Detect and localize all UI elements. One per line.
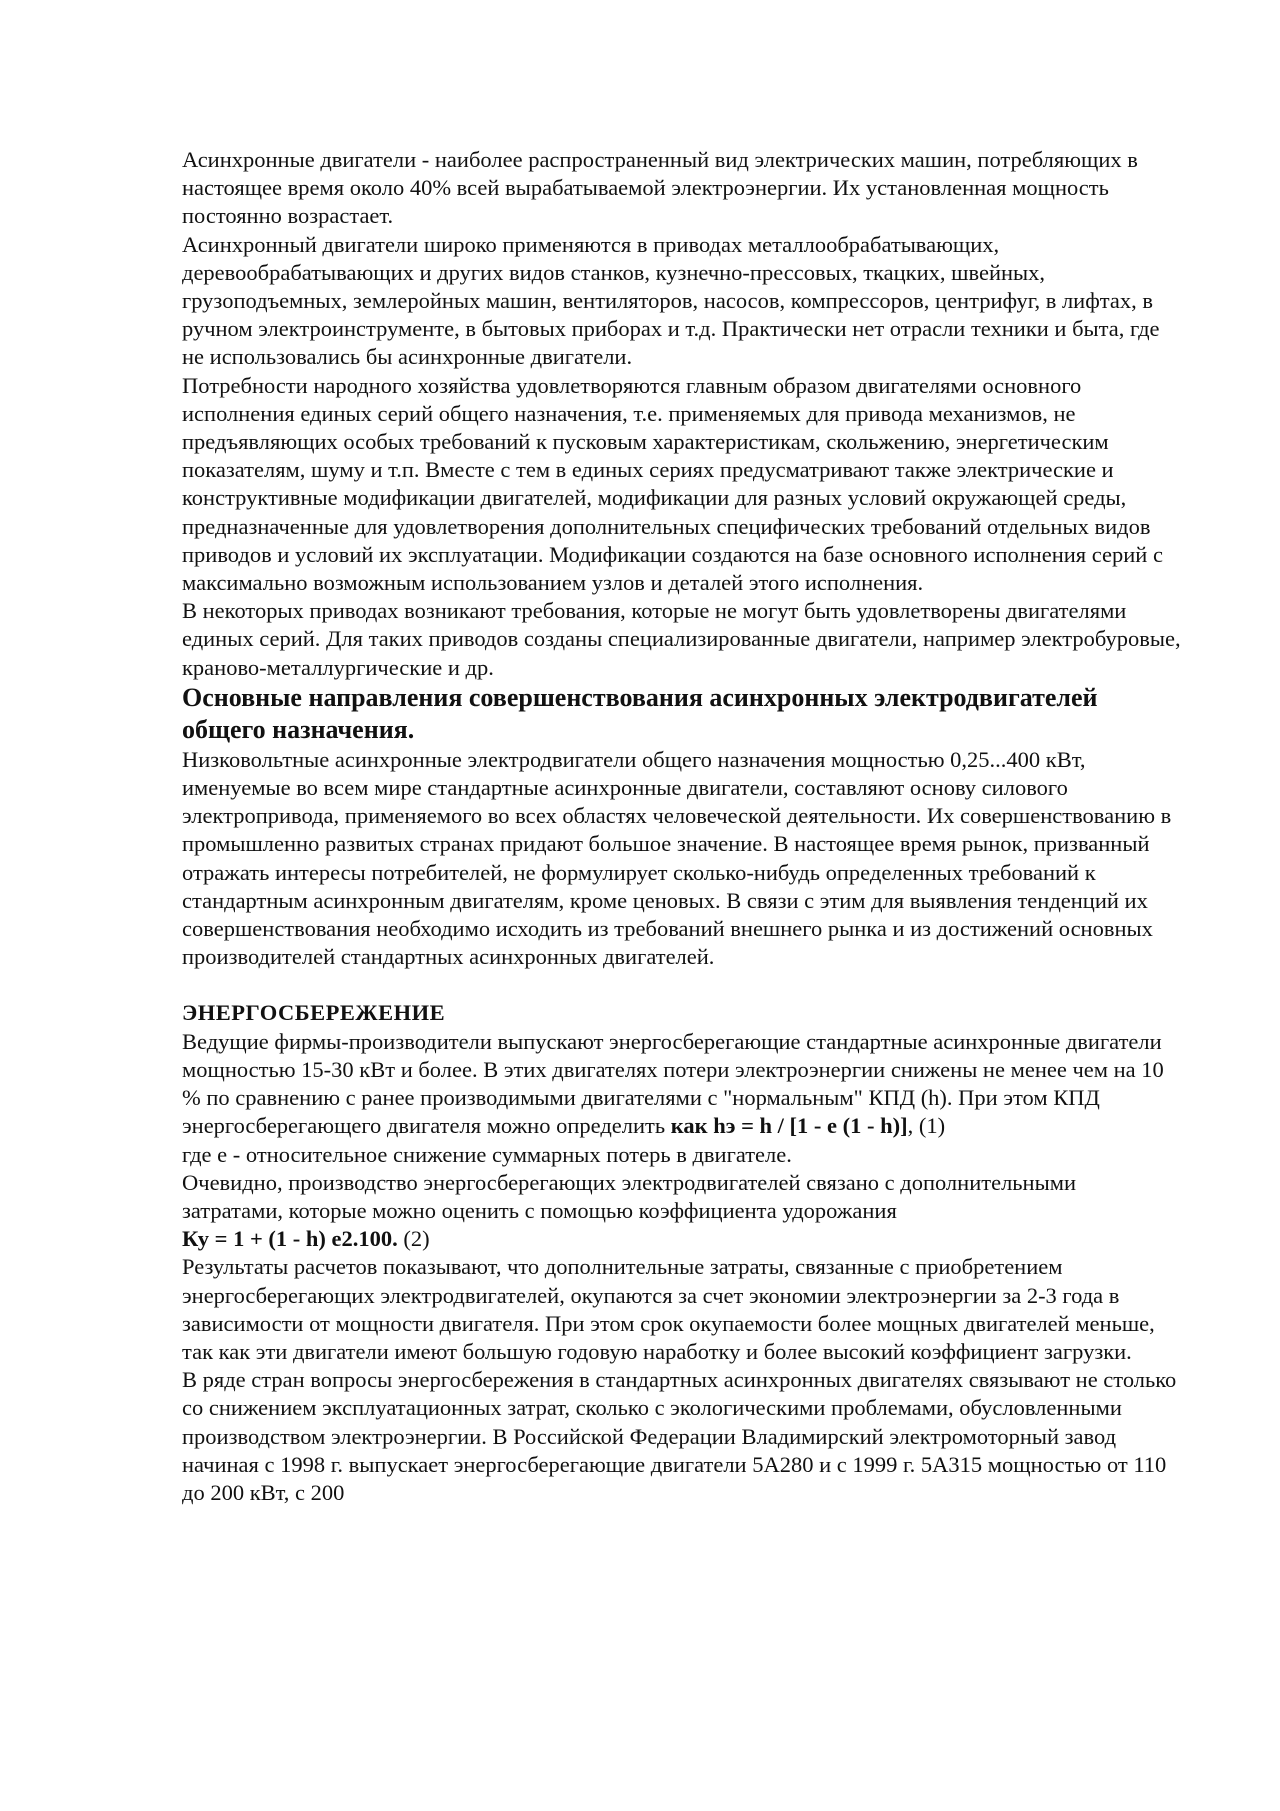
paragraph-applications: Асинхронный двигатели широко применяются в приводах металлообрабатывающих, деревообрабатывающих и других видов станков, кузнечно-прессовых, ткацких, швейных, грузоподъемных, землеройных машин, вентиляторов, насосов, компрессоров, центрифуг, в лифтах, в ручном электроинструменте, в бытовых приборах и т.д. Практически нет отрасли техники и быта, где не использовались бы асинхронные двигатели. — [182, 231, 1160, 370]
paragraph-costs: Очевидно, производство энергосберегающих электродвигателей связано с дополнительными затратами, которые можно оценить с помощью коэффициента удорожания — [182, 1169, 1076, 1223]
formula-2 — [182, 1225, 1182, 1253]
paragraph-special-drives: В некоторых приводах возникают требования, которые не могут быть удовлетворены двигателями единых серий. Для таких приводов созданы специализированные двигатели, например электробуровые, краново-металлургические и др. — [182, 598, 1181, 680]
paragraph-definition: где e - относительное снижение суммарных потерь в двигателе. — [182, 1141, 792, 1167]
paragraph-efficiency — [182, 1028, 1182, 1141]
formula-number-2: (2) — [397, 1226, 430, 1252]
document-page — [182, 146, 1182, 1507]
paragraph-russia: В ряде стран вопросы энергосбережения в стандартных асинхронных двигателях связывают не столько со снижением эксплуатационных затрат, сколько с экологическими проблемами, обусловленными производством электроэнергии. В Российской Федерации Владимирский электромоторный завод начиная с 1998 г. выпускает энергосберегающие двигатели 5А280 и с 1999 г. 5А315 мощностью от 110 до 200 кВт, с 200 — [182, 1367, 1177, 1505]
paragraph-needs: Потребности народного хозяйства удовлетворяются главным образом двигателями основного исполнения единых серий общего назначения, т.е. применяемых для привода механизмов, не предъявляющих особых требований к пусковым характеристикам, скольжению, энергетическим показателям, шуму и т.п. Вместе с тем в единых сериях предусматривают также электрические и конструктивные модификации двигателей, модификации для разных условий окружающей среды, предназначенные для удовлетворения дополнительных специфических требований отдельных видов приводов и условий их эксплуатации. Модификации создаются на базе основного исполнения серий с максимально возможным использованием узлов и деталей этого исполнения. — [182, 372, 1163, 596]
efficiency-formula: как hэ = h / [1 - e (1 - h)] — [670, 1113, 908, 1139]
paragraph-intro: Асинхронные двигатели - наиболее распространенный вид электрических машин, потребляющих в настоящее время около 40% всей вырабатываемой электроэнергии. Их установленная мощность постоянно возрастает. — [182, 147, 1138, 229]
formula-number-1: , (1) — [907, 1113, 946, 1139]
cost-formula: Ку = 1 + (1 - h) e2.100. — [182, 1226, 398, 1252]
section-heading: Основные направления совершенствования асинхронных электродвигателей общего назначения. — [182, 682, 1098, 744]
paragraph-results: Результаты расчетов показывают, что дополнительные затраты, связанные с приобретением энергосберегающих электродвигателей, окупаются за счет экономии электроэнергии за 2-3 года в зависимости от мощности двигателя. При этом срок окупаемости более мощных двигателей меньше, так как эти двигатели имеют большую годовую наработку и более высокий коэффициент загрузки. — [182, 1254, 1155, 1364]
energy-saving-heading: ЭНЕРГОСБЕРЕЖЕНИЕ — [182, 1000, 446, 1026]
efficiency-text: Ведущие фирмы-производители выпускают энергосберегающие стандартные асинхронные двигатели мощностью 15-30 кВт и более. В этих двигателях потери электроэнергии снижены не менее чем на 10 % по сравнению с ранее производимыми двигателями с "нормальным" КПД (h). При этом КПД энергосберегающего двигателя можно определить — [182, 1028, 1164, 1139]
paragraph-low-voltage: Низковольтные асинхронные электродвигатели общего назначения мощностью 0,25...400 кВт, именуемые во всем мире стандартные асинхронные двигатели, составляют основу силового электропривода, применяемого во всех областях человеческой деятельности. Их совершенствованию в промышленно развитых странах придают большое значение. В настоящее время рынок, призванный отражать интересы потребителей, не формулирует сколько-нибудь определенных требований к стандартным асинхронным двигателям, кроме ценовых. В связи с этим для выявления тенденций их совершенствования необходимо исходить из требований внешнего рынка и из достижений основных производителей стандартных асинхронных двигателей. — [182, 746, 1172, 970]
